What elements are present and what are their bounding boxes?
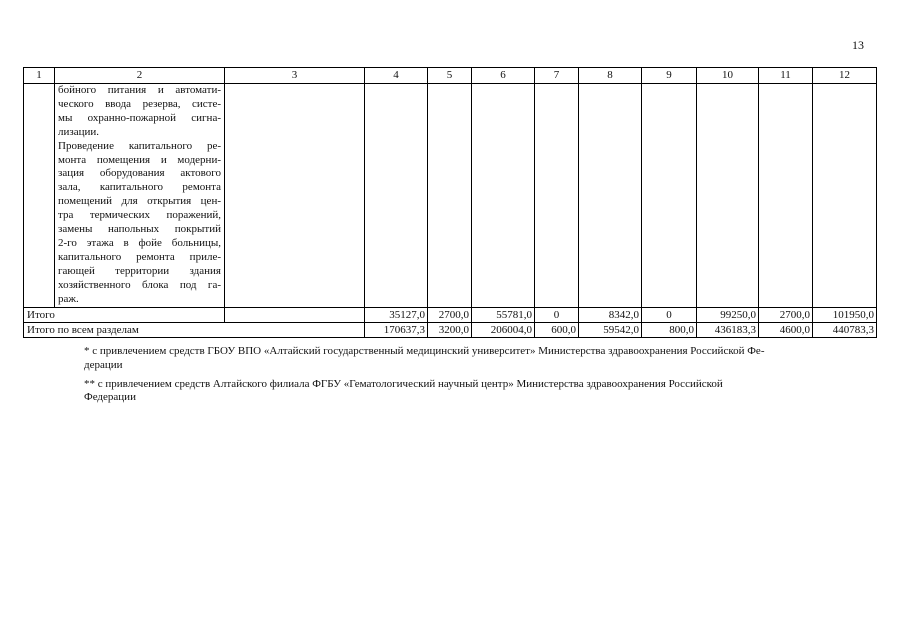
- table-cell: [642, 84, 697, 308]
- column-number: 6: [472, 68, 535, 84]
- total-value: 4600,0: [759, 322, 813, 337]
- total-value: 3200,0: [428, 322, 472, 337]
- total-value: 206004,0: [472, 322, 535, 337]
- table-cell: [225, 84, 365, 308]
- column-number: 1: [24, 68, 55, 84]
- total-value: 8342,0: [579, 307, 642, 322]
- description-line: лизации.: [58, 125, 100, 138]
- column-number: 8: [579, 68, 642, 84]
- table-cell: [759, 84, 813, 308]
- table-cell: [365, 84, 428, 308]
- description-line: замены напольных покрытий: [58, 223, 221, 236]
- column-number: 11: [759, 68, 813, 84]
- total-value: 0: [535, 307, 579, 322]
- total-value: 170637,3: [365, 322, 428, 337]
- total-value: 436183,3: [697, 322, 759, 337]
- total-value: 600,0: [535, 322, 579, 337]
- total-value: 0: [642, 307, 697, 322]
- description-line: тра термических поражений,: [58, 209, 221, 222]
- column-number: 3: [225, 68, 365, 84]
- description-line: капитального ремонта приле-: [58, 250, 221, 263]
- table-cell: [225, 307, 365, 322]
- table-cell: [813, 84, 877, 308]
- description-line: зала, капитального ремонта: [58, 181, 221, 194]
- total-label: Итого по всем разделам: [24, 322, 365, 337]
- column-number: 4: [365, 68, 428, 84]
- table-cell: [535, 84, 579, 308]
- column-number: 2: [55, 68, 225, 84]
- description-line: 2-го этажа в фойе больницы,: [58, 236, 221, 249]
- grand-total-row: [24, 322, 877, 337]
- column-number: 10: [697, 68, 759, 84]
- table-cell: [697, 84, 759, 308]
- page-number: 13: [852, 38, 864, 52]
- table-cell: [428, 84, 472, 308]
- total-value: 99250,0: [697, 307, 759, 322]
- description-line: раж.: [58, 292, 79, 305]
- column-number: 9: [642, 68, 697, 84]
- footnote-line: ** с привлечением средств Алтайского филиала ФГБУ «Гематологический научный центр» Министерства здравоохранения Российской: [84, 377, 723, 390]
- description-line: хозяйственного блока под га-: [58, 278, 221, 291]
- table-cell: [472, 84, 535, 308]
- table-cell: [579, 84, 642, 308]
- description-line: гающей территории здания: [58, 264, 221, 277]
- footnote-line: Федерации: [84, 391, 136, 404]
- description-line: ческого ввода резерва, систе-: [58, 97, 221, 110]
- table-cell: [24, 84, 55, 308]
- total-value: 2700,0: [428, 307, 472, 322]
- description-line: Проведение капитального ре-: [58, 139, 221, 152]
- footnote-line: дерации: [84, 358, 123, 371]
- description-line: зация оборудования актового: [58, 167, 221, 180]
- total-label: Итого: [24, 307, 225, 322]
- description-line: помещений для открытия цен-: [58, 195, 221, 208]
- description-line: мы охранно-пожарной сигна-: [58, 111, 221, 124]
- column-number-row: [24, 68, 877, 84]
- footnote-line: * с привлечением средств ГБОУ ВПО «Алтайский государственный медицинский университет» Министерства здравоохранения Российской Фе-: [84, 345, 765, 357]
- footnotes: [84, 345, 874, 405]
- total-value: 55781,0: [472, 307, 535, 322]
- total-value: 35127,0: [365, 307, 428, 322]
- column-number: 12: [813, 68, 877, 84]
- total-value: 440783,3: [813, 322, 877, 337]
- subtotal-row: [24, 307, 877, 322]
- total-value: 101950,0: [813, 307, 877, 322]
- total-value: 2700,0: [759, 307, 813, 322]
- budget-table: [23, 67, 877, 338]
- description-line: бойного питания и автомати-: [58, 84, 221, 96]
- total-value: 59542,0: [579, 322, 642, 337]
- column-number: 7: [535, 68, 579, 84]
- description-cell: [55, 84, 225, 308]
- description-line: монта помещения и модерни-: [58, 153, 221, 166]
- description-row: [24, 84, 877, 308]
- total-value: 800,0: [642, 322, 697, 337]
- column-number: 5: [428, 68, 472, 84]
